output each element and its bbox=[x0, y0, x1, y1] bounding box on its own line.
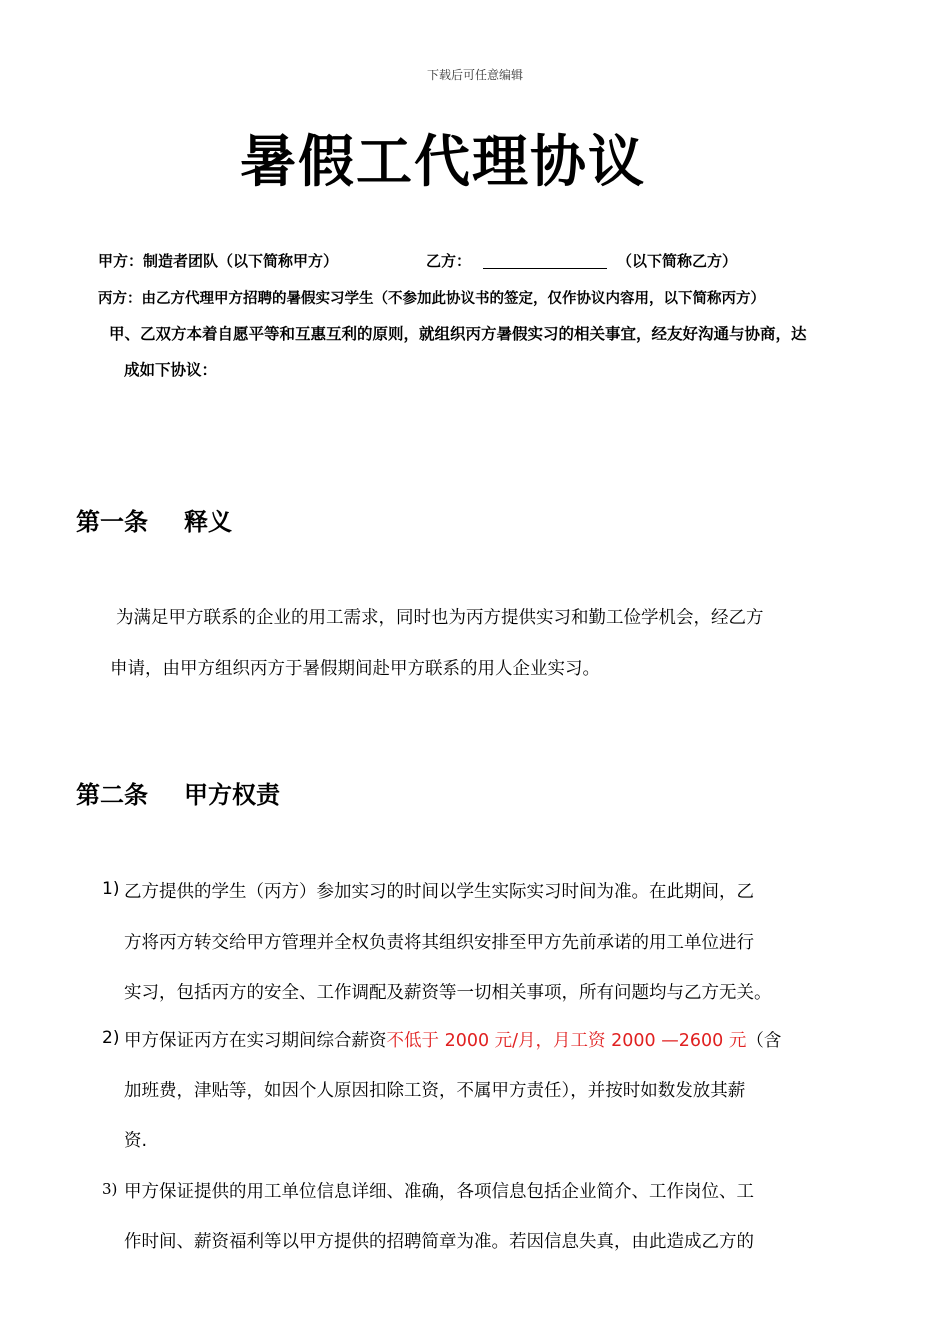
item-2-line-3: 资. bbox=[124, 1131, 148, 1151]
party-b-blank bbox=[483, 254, 607, 269]
article-2-number: 第二条 bbox=[76, 781, 148, 809]
party-b-text: （以下简称乙方） bbox=[617, 252, 738, 270]
item-2-salary-highlight: 不低于 2000 元/月，月工资 2000 —2600 元 bbox=[386, 1031, 747, 1051]
article-1-title: 释义 bbox=[184, 508, 232, 536]
item-2-text-after: （含 bbox=[746, 1031, 782, 1051]
document-title: 暑假工代理协议 bbox=[240, 130, 646, 195]
party-b-line bbox=[426, 250, 737, 271]
item-3-line-2: 作时间、薪资福利等以甲方提供的招聘简章为准。若因信息失真，由此造成乙方的 bbox=[124, 1232, 754, 1252]
item-1-line-1: 乙方提供的学生（丙方）参加实习的时间以学生实际实习时间为准。在此期间，乙 bbox=[124, 882, 754, 902]
article-1-line-1: 为满足甲方联系的企业的用工需求，同时也为丙方提供实习和勤工俭学机会，经乙方 bbox=[116, 608, 764, 628]
item-1-line-3: 实习，包括丙方的安全、工作调配及薪资等一切相关事项，所有问题均与乙方无关。 bbox=[124, 983, 772, 1003]
intro-line-1: 甲、乙双方本着自愿平等和互惠互利的原则，就组织丙方暑假实习的相关事宜，经友好沟通与协商，达 bbox=[109, 325, 807, 343]
header-note: 下载后可任意编辑 bbox=[426, 68, 523, 82]
item-1-line-2: 方将丙方转交给甲方管理并全权负责将其组织安排至甲方先前承诺的用工单位进行 bbox=[124, 933, 754, 953]
party-c-label: 丙方： bbox=[98, 291, 142, 307]
party-a-label: 甲方： bbox=[98, 252, 144, 270]
item-2-number: 2) bbox=[102, 1028, 120, 1048]
item-3-number: 3) bbox=[102, 1180, 118, 1198]
article-2-title: 甲方权责 bbox=[184, 781, 280, 809]
article-1-line-2: 申请，由甲方组织丙方于暑假期间赴甲方联系的用人企业实习。 bbox=[110, 659, 600, 679]
article-1-heading bbox=[76, 502, 232, 537]
party-a-line bbox=[98, 250, 338, 271]
party-c-text: 由乙方代理甲方招聘的暑假实习学生（不参加此协议书的签定，仅作协议内容用，以下简称丙方） bbox=[141, 291, 765, 307]
item-2-line-1 bbox=[124, 1027, 781, 1052]
intro-line-2: 成如下协议： bbox=[124, 361, 218, 379]
article-1-number: 第一条 bbox=[76, 508, 148, 536]
party-b-label: 乙方： bbox=[426, 252, 472, 270]
item-3-line-1: 甲方保证提供的用工单位信息详细、准确，各项信息包括企业简介、工作岗位、工 bbox=[124, 1182, 754, 1202]
party-a-text: 制造者团队（以下简称甲方） bbox=[143, 252, 339, 270]
item-2-line-2: 加班费，津贴等，如因个人原因扣除工资，不属甲方责任），并按时如数发放其薪 bbox=[124, 1081, 746, 1101]
article-2-heading bbox=[76, 775, 280, 810]
item-1-number: 1) bbox=[102, 879, 120, 899]
party-c-line bbox=[98, 287, 765, 308]
item-2-text-before: 甲方保证丙方在实习期间综合薪资 bbox=[124, 1031, 387, 1051]
